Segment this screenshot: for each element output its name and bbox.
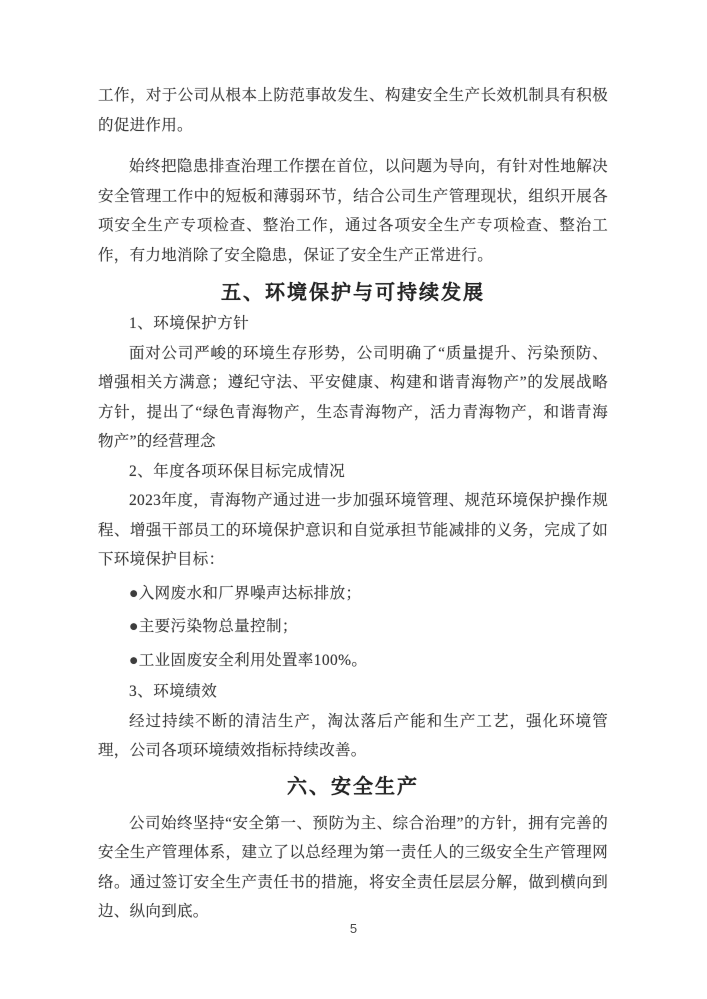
paragraph-env-targets: 2023年度，青海物产通过进一步加强环境管理、规范环境保护操作规程、增强干部员工的环境保护意识和自觉承担节能减排的义务，完成了如下环境保护目标：	[98, 492, 608, 568]
paragraph-env-performance: 经过持续不断的清洁生产，淘汰落后产能和生产工艺，强化环境管理，公司各项环境绩效指标持续改善。	[98, 712, 608, 759]
section6-heading: 六、安全生产	[287, 775, 419, 798]
paragraph-hidden-danger: 始终把隐患排查治理工作摆在首位，以问题为导向，有针对性地解决安全管理工作中的短板和薄弱环节，结合公司生产管理现状，组织开展各项安全生产专项检查、整治工作，通过各项安全生产专项检查、整治工作，有力地消除了安全隐患，保证了安全生产正常进行。	[98, 158, 608, 264]
env-targets-bullet-list	[98, 577, 608, 678]
bullet-item-solid-waste: ●工业固废安全利用处置率100%。	[129, 651, 368, 669]
numbered-item-env-targets: 2、年度各项环保目标完成情况	[129, 462, 346, 480]
paragraph-safety: 公司始终坚持“安全第一、预防为主、综合治理”的方针，拥有完善的安全生产管理体系，建立了以总经理为第一责任人的三级安全生产管理网络。通过签订安全生产责任书的措施，将安全责任层层分解，做到横向到边、纵向到底。	[98, 814, 608, 920]
bullet-item-pollutants: ●主要污染物总量控制；	[129, 618, 298, 635]
section5-heading: 五、环境保护与可持续发展	[221, 282, 485, 304]
paragraph-env-policy: 面对公司严峻的环境生存形势，公司明确了“质量提升、污染预防、增强相关方满意；遵纪守法、平安健康、构建和谐青海物产”的发展战略方针，提出了“绿色青海物产，生态青海物产，活力青海物产，和谐青海物产”的经营理念	[98, 344, 608, 450]
page-number: 5	[349, 921, 358, 936]
numbered-item-env-policy: 1、环境保护方针	[129, 315, 250, 332]
numbered-item-env-performance: 3、环境绩效	[129, 683, 218, 700]
paragraph-carryover: 工作，对于公司从根本上防范事故发生、构建安全生产长效机制具有积极的促进作用。	[98, 87, 608, 134]
bullet-item-wastewater: ●入网废水和厂界噪声达标排放；	[129, 584, 362, 602]
